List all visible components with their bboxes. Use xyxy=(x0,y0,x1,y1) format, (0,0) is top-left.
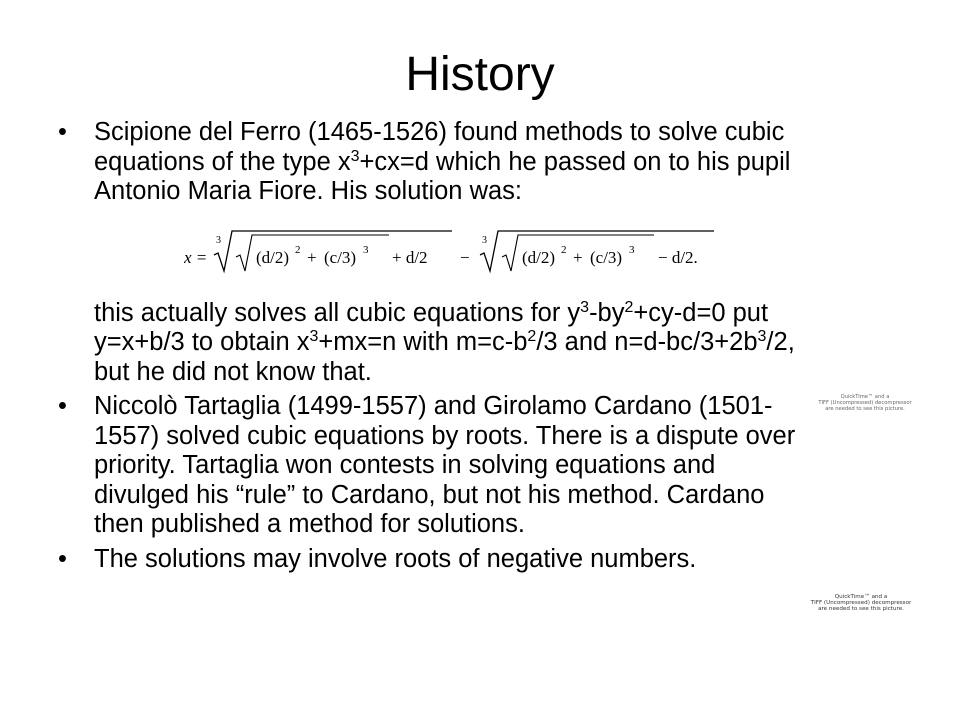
bullet-icon: • xyxy=(58,392,67,420)
formula-term: (c/3) xyxy=(324,247,357,267)
formula-term: (c/3) xyxy=(590,247,623,267)
formula-tail: + d/2 xyxy=(392,247,428,267)
formula-term: (d/2) xyxy=(256,247,290,267)
formula-minus: − xyxy=(460,247,470,267)
slide-title: History xyxy=(405,48,555,101)
bullet-item-tartaglia-cardano xyxy=(58,392,798,540)
bullet-icon: • xyxy=(58,118,67,146)
root-index: 3 xyxy=(482,234,487,246)
bullet-text: Scipione del Ferro (1465-1526) found methods to solve cubic equations of the type $x^3+cx=d$ which he passed on to his pupil Antonio Maria Fiore. His solution was: xyxy=(94,118,791,205)
root-index: 3 xyxy=(216,234,221,246)
formula-term: (d/2) xyxy=(522,247,556,267)
formula-plus: + xyxy=(573,247,583,267)
cubic-formula xyxy=(94,225,798,277)
formula-plus: + xyxy=(307,247,317,267)
formula-exponent: 2 xyxy=(561,243,567,256)
quicktime-placeholder-2: QuickTime™ and a TIFF (Uncompressed) decompressor are needed to see this picture. xyxy=(810,594,912,612)
formula-exponent: 3 xyxy=(363,243,369,256)
formula-exponent: 3 xyxy=(629,243,635,256)
formula-tail: − d/2. xyxy=(658,247,698,267)
cubic-formula-graphic xyxy=(184,225,744,277)
bullet-text: The solutions may involve roots of negative numbers. xyxy=(94,544,697,573)
formula-exponent: 2 xyxy=(295,243,301,256)
bullet-list xyxy=(58,118,798,574)
bullet-item-negative-roots xyxy=(58,545,798,575)
bullet-continuation-text: this actually solves all cubic equations for $y^3-by^2+cy-d=0$ put y=x+b/3 to obtain $x^3+mx=n$ with $m=c-b^2/3$ and $n=d-bc/3+2b^3/2$, but he did not know that. xyxy=(94,298,795,386)
formula-lhs: x = xyxy=(184,247,208,267)
bullet-text: Niccolò Tartaglia (1499-1557) and Girolamo Cardano (1501-1557) solved cubic equations by roots. There is a dispute over priority. Tartaglia won contests in solving equations and divulged his “rule” to Cardano, but not his method. Cardano then published a method for solutions. xyxy=(94,392,796,538)
quicktime-placeholder-1: QuickTime™ and a TIFF (Uncompressed) decompressor are needed to see this picture. xyxy=(818,394,912,412)
bullet-item-del-ferro xyxy=(58,118,798,387)
bullet-icon: • xyxy=(58,544,67,573)
